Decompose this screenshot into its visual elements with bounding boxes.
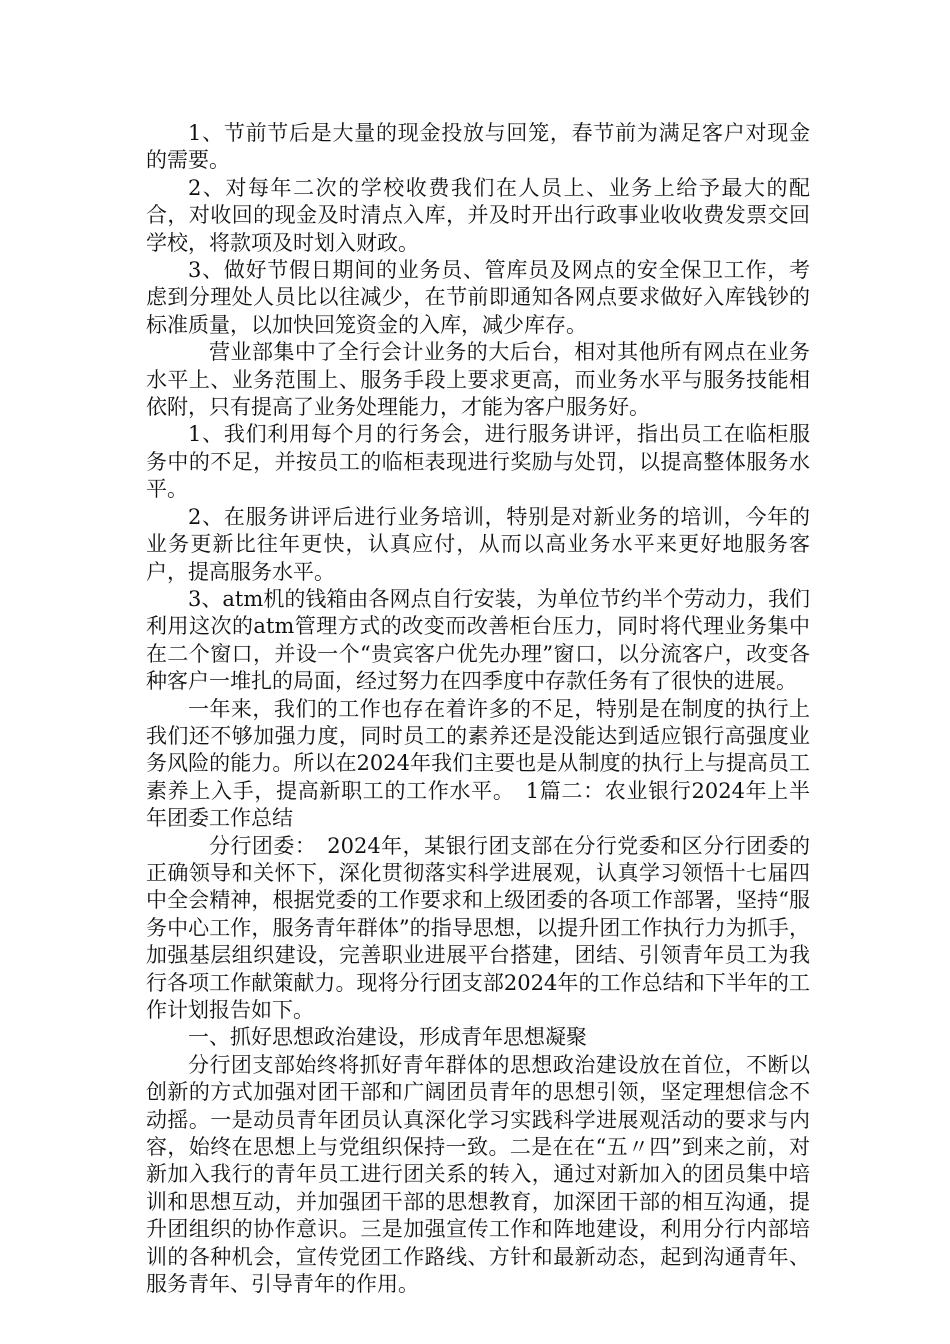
document-body bbox=[146, 120, 810, 1298]
paragraph-business-department: 营业部集中了全行会计业务的大后台，相对其他所有网点在业务水平上、业务范围上、服务手段上要求更高，而业务水平与服务技能相依附，只有提高了业务处理能力，才能为客户服务好。 bbox=[146, 340, 810, 420]
paragraph-ideology-building: 分行团支部始终将抓好青年群体的思想政治建设放在首位，不断以创新的方式加强对团干部和广阔团员青年的思想引领，坚定理想信念不动摇。一是动员青年团员认真深化学习实践科学进展观活动的要求与内容，始终在思想上与党组织保持一致。二是在在“五〃四”到来之前，对新加入我行的青年员工进行团关系的转入，通过对新加入的团员集中培训和思想互动，并加强团干部的思想教育，加深团干部的相互沟通，提升团组织的协作意识。三是加强宣传工作和阵地建设，利用分行内部培训的各种机会，宣传党团工作路线、方针和最新动态，起到沟通青年、服务青年、引导青年的作用。 bbox=[146, 1052, 810, 1297]
paragraph-holiday-security: 3、做好节假日期间的业务员、管库员及网点的安全保卫工作，考虑到分理处人员比以往减少，在节前即通知各网点要求做好入库钱钞的标准质量，以加快回笼资金的入库，减少库存。 bbox=[146, 258, 810, 337]
section-heading-ideology: 一、抓好思想政治建设，形成青年思想凝聚 bbox=[188, 1025, 587, 1050]
paragraph-branch-league: 分行团委： 2024年，某银行团支部在分行党委和区分行团委的正确领导和关怀下，深化贯彻落实科学进展观，认真学习领悟十七届四中全会精神，根据党委的工作要求和上级团委的各项工作部署，坚持“服务中心工作，服务青年群体”的指导思想，以提升团工作执行力为抓手，加强基层组织建设，完善职业进展平台搭建，团结、引领青年员工为我行各项工作献策献力。现将分行团支部2024年的工作总结和下半年的工作计划报告如下。 bbox=[146, 833, 810, 1022]
paragraph-atm-management: 3、atm机的钱箱由各网点自行安装，为单位节约半个劳动力，我们利用这次的atm管理方式的改变而改善柜台压力，同时将代理业务集中在二个窗口，并设一个“贵宾客户优先办理”窗口，以分流客户，改变各种客户一堆扎的局面，经过努力在四季度中存款任务有了很快的进展。 bbox=[146, 586, 810, 694]
paragraph-business-training: 2、在服务讲评后进行业务培训，特别是对新业务的培训，今年的业务更新比往年更快，认真应付，从而以高业务水平来更好地服务客户，提高服务水平。 bbox=[146, 504, 810, 584]
paragraph-cash-holiday: 1、节前节后是大量的现金投放与回笼，春节前为满足客户对现金的需要。 bbox=[146, 121, 810, 173]
paragraph-shortcomings: 一年来，我们的工作也存在着许多的不足，特别是在制度的执行上我们还不够加强力度，同时员工的素养还是没能达到适应银行高强度业务风险的能力。所以在2024年我们主要也是从制度的执行上与提高员工素养上入手，提高新职工的工作水平。 1篇二：农业银行2024年上半年团委工作总结 bbox=[146, 696, 810, 831]
paragraph-service-review: 1、我们利用每个月的行务会，进行服务讲评，指出员工在临柜服务中的不足，并按员工的临柜表现进行奖励与处罚，以提高整体服务水平。 bbox=[146, 422, 810, 502]
paragraph-school-fees: 2、对每年二次的学校收费我们在人员上、业务上给予最大的配合，对收回的现金及时清点入库，并及时开出行政事业收收费发票交回学校，将款项及时划入财政。 bbox=[146, 175, 810, 255]
